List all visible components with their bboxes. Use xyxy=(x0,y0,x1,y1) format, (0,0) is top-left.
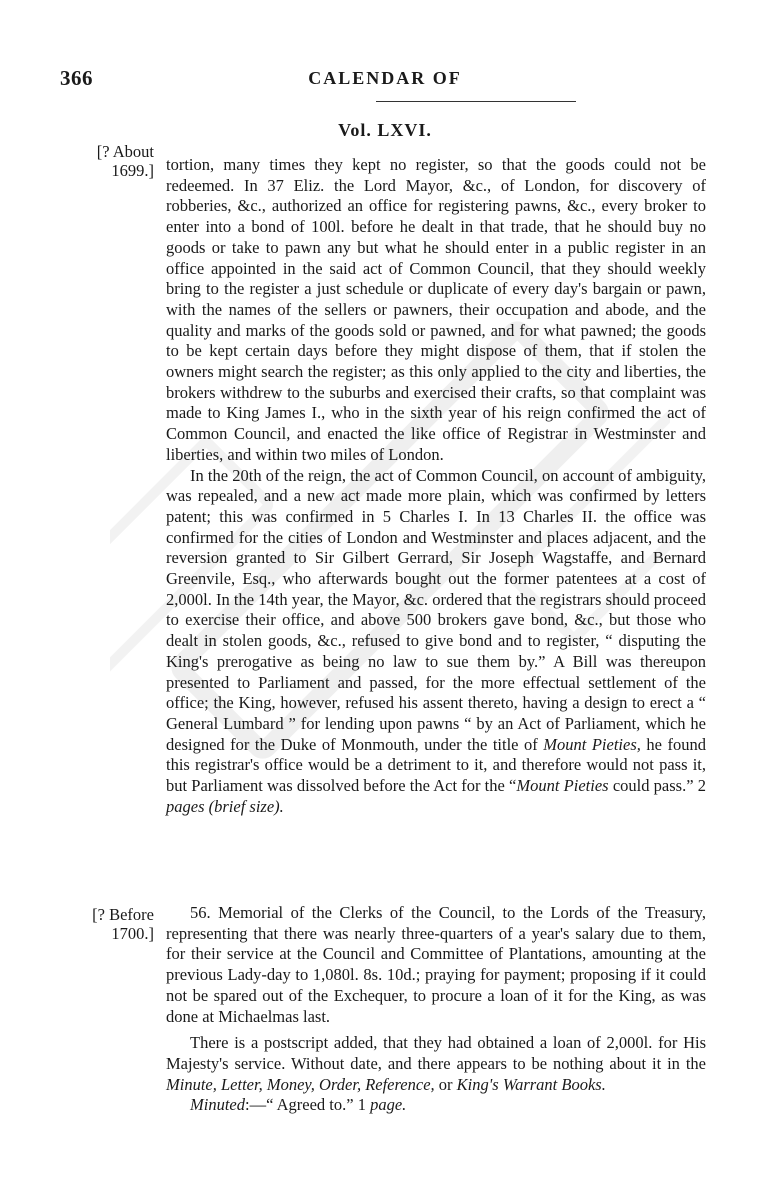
entry-2-paragraph-1: 56. Memorial of the Clerks of the Council, to the Lords of the Treasury, representing that there was nearly three-quarters of a year's salary due to them, for their service at the Council and Committee of Plantations, amounting at the previous Lady-day to 1,080l. 8s. 10d.; praying for payment; proposing if it could not be spared out of the Exchequer, to procure a loan of it for the King, as was done at Michaelmas last. xyxy=(166,903,706,1026)
running-title: CALENDAR OF xyxy=(308,68,462,88)
minuted-label: Minuted xyxy=(190,1095,245,1115)
header-rule xyxy=(376,101,576,102)
entry-1-text xyxy=(166,155,706,818)
entry-2-books-italic-2: King's Warrant Books. xyxy=(456,1074,606,1094)
entry-2-text xyxy=(166,903,706,1116)
margin-date-line-1: [? About xyxy=(96,142,154,161)
entry-2-paragraph-2-body: There is a postscript added, that they had obtained a loan of 2,000l. for His Majesty's service. Without date, and there appears to be nothing about it in the xyxy=(166,1033,706,1073)
entry-2-paragraph-2 xyxy=(166,1033,706,1095)
page-number: 366 xyxy=(60,66,93,90)
margin-date-line-2: 1700.] xyxy=(111,924,154,943)
entry-1-paragraph-2 xyxy=(166,466,706,818)
entry-2-size-note: page. xyxy=(370,1095,407,1115)
entry-2-or: or xyxy=(438,1074,453,1094)
margin-date-entry-2 xyxy=(84,905,154,943)
entry-2-minuted xyxy=(166,1095,706,1116)
margin-date-entry-1 xyxy=(84,142,154,180)
entry-1-paragraph-2-body: In the 20th of the reign, the act of Common Council, on account of ambiguity, was repealed, and a new act made more plain, which was confirmed by letters patent; this was confirmed in 5 Charles I. In 13 Charles II. the office was confirmed for the cities of London and Westminster and places adjacent, and the reversion granted to Sir Gilbert Gerrard, Sir Joseph Wagstaffe, and Bernard Greenvile, Esq., who afterwards bought out the former patentees at a cost of 2,000l. In the 14th year, the Mayor, &c. ordered that the registrars should proceed to exercise their office, and above 500 brokers gave bond, &c., but those who dealt in stolen goods, &c., refused to give bond and to register, “ disputing the King's prerogative as being no law to sue them by.” A Bill was thereupon presented to Parliament and passed, for the more effectual settlement of the office; the King, however, refused his assent thereto, having a design to erect a “ General Lumbard ” for lending upon pawns “ by an Act of Parliament, which he designed for the Duke of Monmouth, under the title of xyxy=(166,465,706,754)
margin-date-line-2: 1699.] xyxy=(111,161,154,180)
entry-1-paragraph-2-end: could pass.” 2 xyxy=(612,776,707,796)
margin-date-line-1: [? Before xyxy=(92,905,154,924)
entry-1-size-note: pages (brief size). xyxy=(166,796,284,816)
mount-pieties-italic: Mount Pieties, xyxy=(543,734,641,754)
minuted-text: :—“ Agreed to.” 1 xyxy=(245,1095,366,1115)
entry-2-books-italic: Minute, Letter, Money, Order, Reference, xyxy=(166,1074,435,1094)
entry-1-paragraph-2-cont: he found this registrar's office would be a detriment to it, and therefore would not pass it, but Parliament was dissolved before the Act for the “ xyxy=(166,734,706,796)
volume-heading: Vol. LXVI. xyxy=(338,120,432,140)
entry-1-paragraph-1: tortion, many times they kept no register, so that the goods could not be redeemed. In 37 Eliz. the Lord Mayor, &c., of London, for discovery of robberies, &c., authorized an office for registering pawns, &c., every broker to enter into a bond of 100l. before he dealt in that trade, that he should buy no goods or take to pawn any but what he should enter in a public register in an office appointed in the said act of Common Council, that they should weekly bring to the register a just schedule or duplicate of every day's bargain or pawn, with the names of the sellers or pawners, their occupation and abode, and the quality and marks of the goods sold or pawned, and for what pawned; the goods to be kept certain days before they might dispose of them, that if stolen the owners might search the register; as this only applied to the city and liberties, the brokers withdrew to the suburbs and exercised their crafts, so that complaint was made to King James I., who in the sixth year of his reign confirmed the act of Common Council, and enacted the like office of Registrar in Westminster and liberties, and within two miles of London. xyxy=(166,155,706,464)
mount-pieties-italic-2: Mount Pieties xyxy=(516,776,609,796)
